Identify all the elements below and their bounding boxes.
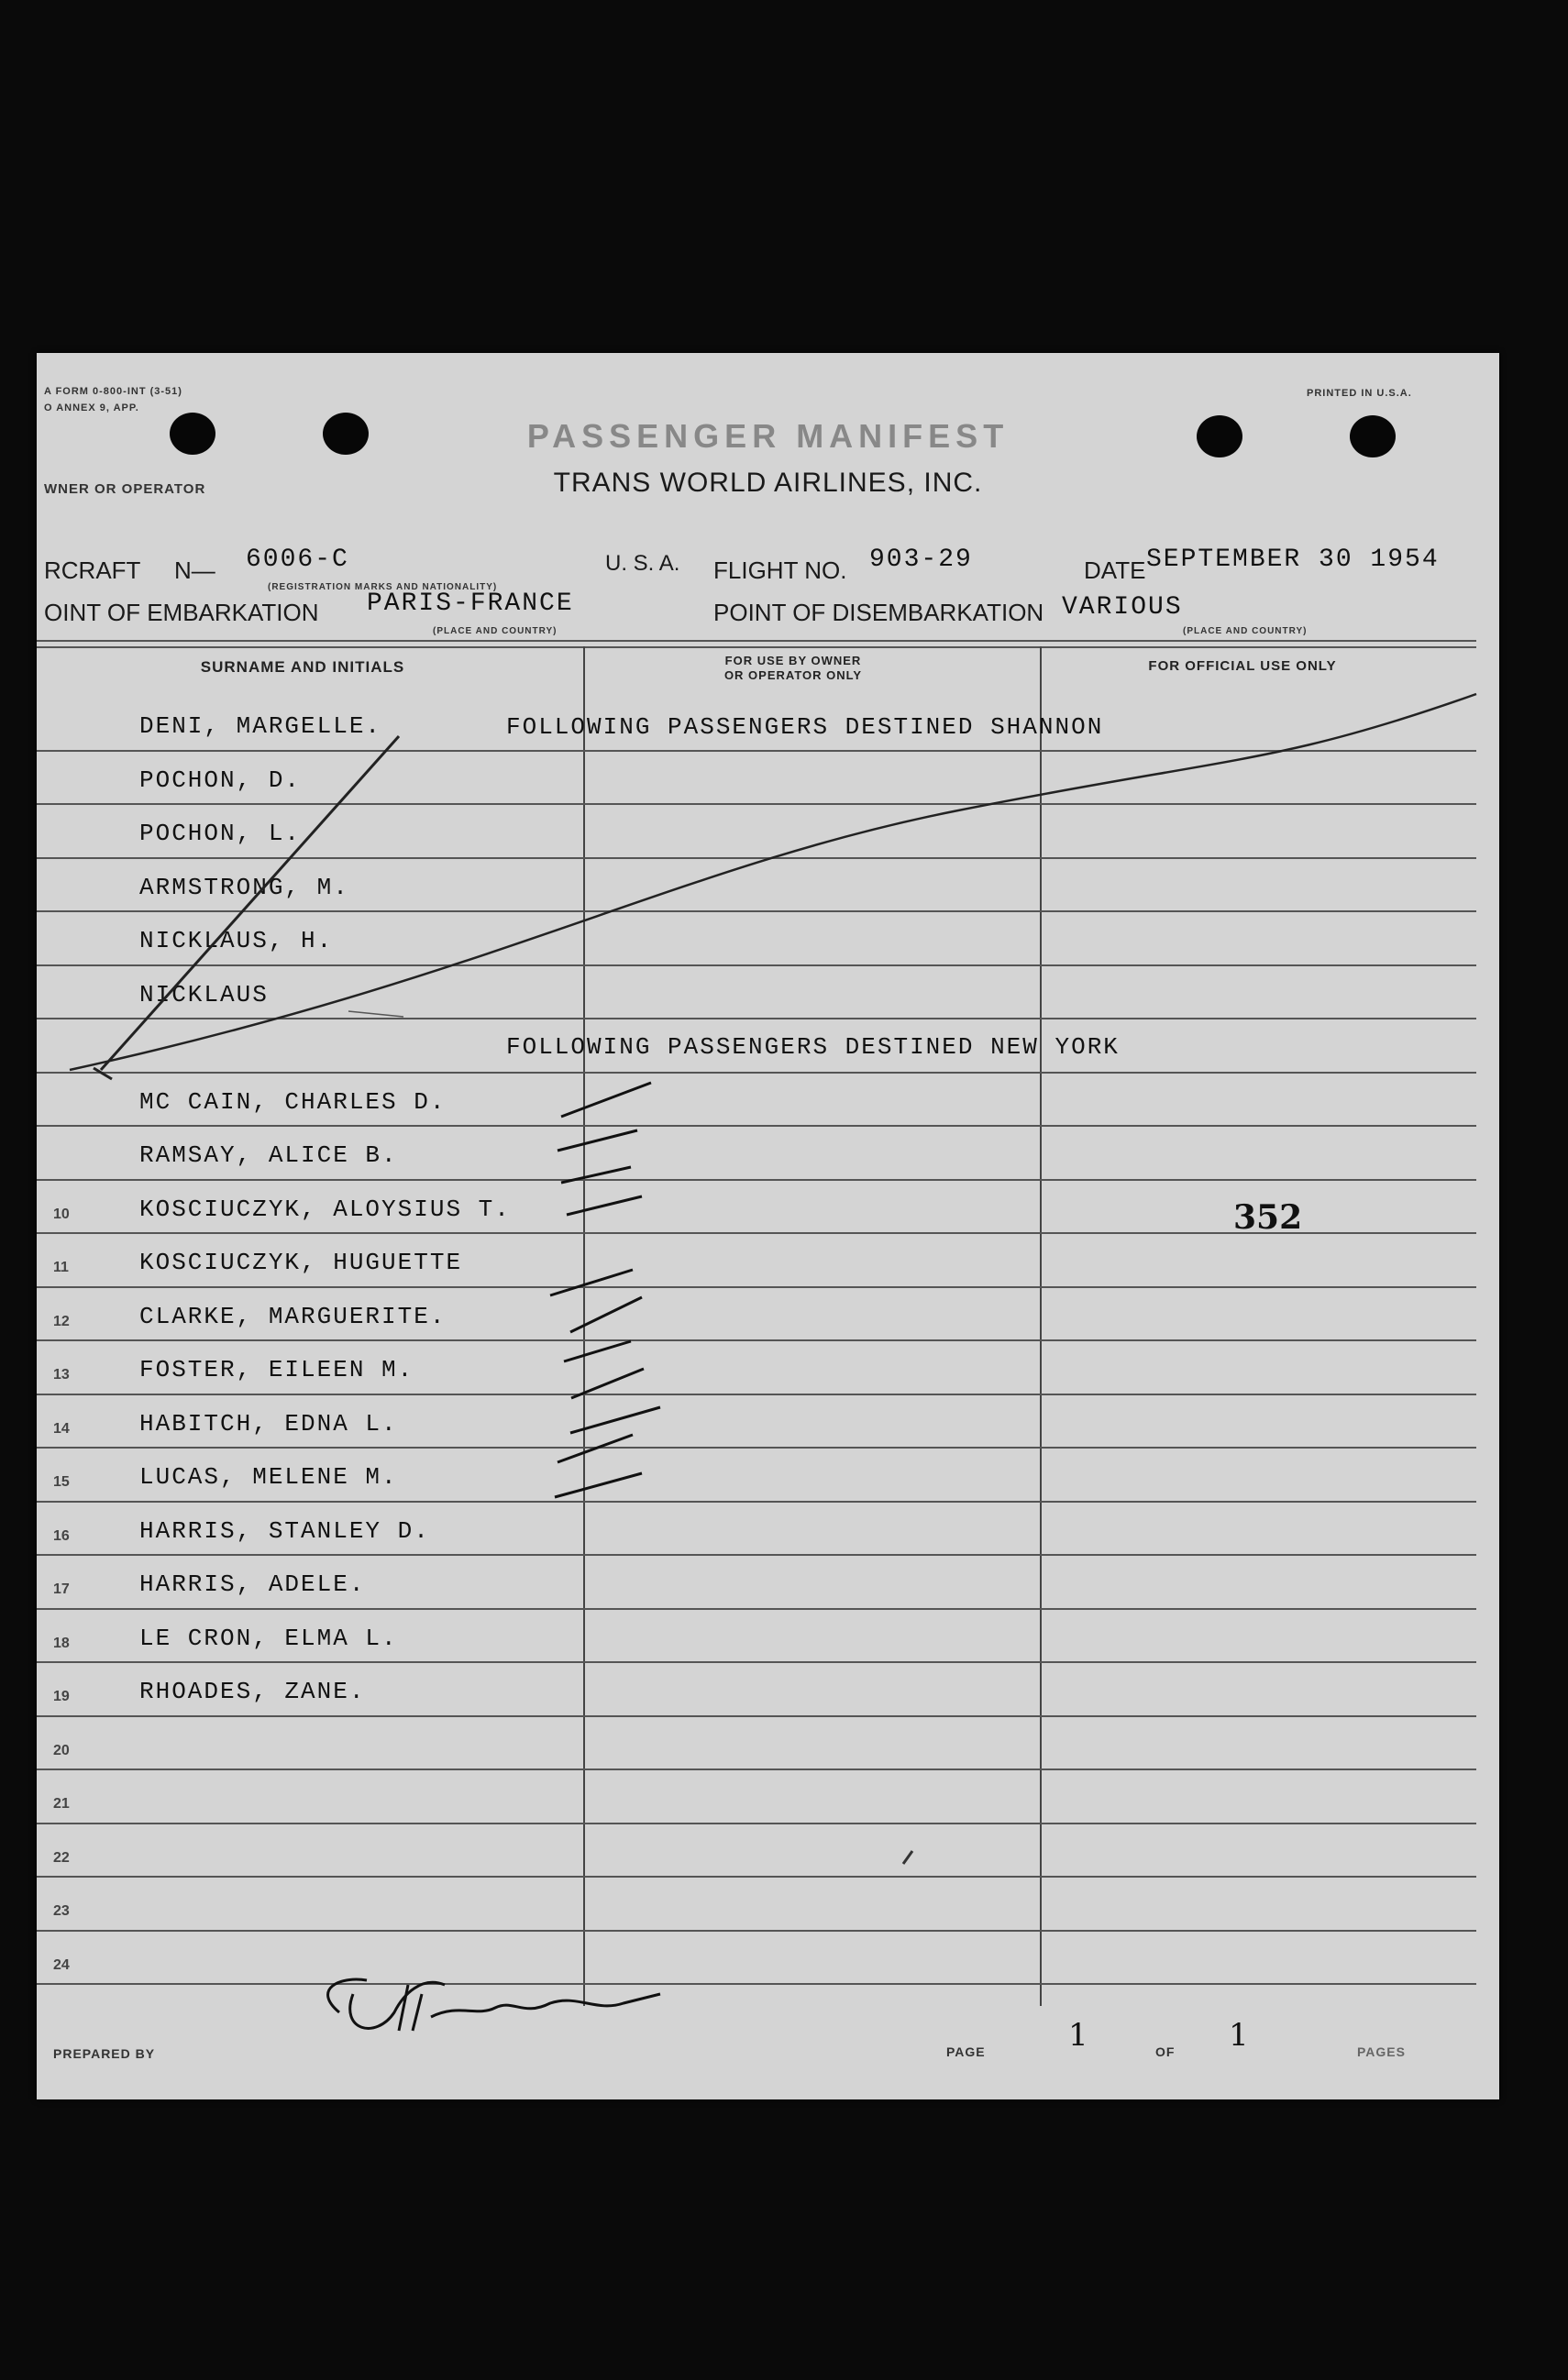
row-rule	[37, 750, 1476, 752]
row-rule	[37, 1983, 1476, 1985]
row-rule	[37, 803, 1476, 805]
row-number: 23	[53, 1903, 70, 1919]
pencil-dash	[348, 1011, 403, 1017]
check-marks	[550, 1083, 660, 1497]
aircraft-label: RCRAFT	[44, 556, 141, 584]
of-value: 1	[1229, 2017, 1251, 2054]
printed-in: PRINTED IN U.S.A.	[1307, 388, 1412, 399]
row-number: 13	[53, 1367, 70, 1383]
header-rule	[37, 640, 1476, 642]
aircraft-sub: (REGISTRATION MARKS AND NATIONALITY)	[268, 582, 498, 592]
row-number: 16	[53, 1527, 70, 1544]
flight-label: FLIGHT NO.	[713, 556, 847, 584]
owner-label: WNER OR OPERATOR	[44, 481, 206, 497]
prepared-label: PREPARED BY	[53, 2046, 156, 2061]
column-surname: SURNAME AND INITIALS	[200, 658, 405, 676]
row-number: 15	[53, 1474, 70, 1490]
passenger-name: DENI, MARGELLE.	[139, 712, 382, 740]
row-number: 11	[53, 1260, 69, 1275]
row-rule	[37, 1501, 1476, 1503]
column-owner-use-line2: OR OPERATOR ONLY	[723, 668, 863, 682]
row-number: 10	[53, 1206, 70, 1222]
pages-label: PAGES	[1357, 2044, 1406, 2059]
note-new-york: FOLLOWING PASSENGERS DESTINED NEW YORK	[506, 1033, 1120, 1061]
row-number: 22	[53, 1849, 70, 1866]
page-label: PAGE	[946, 2044, 986, 2059]
row-rule	[37, 1072, 1476, 1074]
passenger-name: POCHON, D.	[139, 766, 302, 794]
row-rule	[37, 1930, 1476, 1932]
row-rule	[37, 1876, 1476, 1878]
note-shannon: FOLLOWING PASSENGERS DESTINED SHANNON	[506, 713, 1104, 741]
row-rule	[37, 910, 1476, 912]
row-rule	[37, 1339, 1476, 1341]
row-rule	[37, 1554, 1476, 1556]
row-rule	[37, 1608, 1476, 1610]
row-rule	[37, 1394, 1476, 1395]
passenger-name: ARMSTRONG, M.	[139, 873, 349, 901]
row-rule	[37, 1768, 1476, 1770]
signature	[328, 1979, 660, 2031]
form-annex: O ANNEX 9, APP.	[44, 402, 139, 413]
row-number: 24	[53, 1956, 70, 1973]
passenger-name: KOSCIUCZYK, ALOYSIUS T.	[139, 1195, 511, 1223]
passenger-name: KOSCIUCZYK, HUGUETTE	[139, 1249, 463, 1276]
embark-value: PARIS-FRANCE	[367, 589, 574, 618]
column-owner-use-line1: FOR USE BY OWNER	[724, 654, 862, 667]
passenger-name: FOSTER, EILEEN M.	[139, 1356, 414, 1383]
passenger-name: LE CRON, ELMA L.	[139, 1624, 398, 1652]
passenger-name: NICKLAUS, H.	[139, 927, 334, 954]
row-rule	[37, 1179, 1476, 1181]
column-divider	[583, 646, 585, 2006]
manifest-sheet	[37, 353, 1499, 2099]
operator-name: TRANS WORLD AIRLINES, INC.	[553, 468, 983, 498]
official-number: 352	[1233, 1198, 1303, 1237]
disembark-sub: (PLACE AND COUNTRY)	[1183, 626, 1308, 636]
row-rule	[37, 964, 1476, 966]
disembark-label: POINT OF DISEMBARKATION	[713, 599, 1044, 626]
row-number: 12	[53, 1313, 70, 1329]
row-number: 20	[53, 1742, 70, 1758]
row-rule	[37, 1286, 1476, 1288]
date-label: DATE	[1084, 556, 1146, 584]
page-value: 1	[1068, 2017, 1090, 2054]
passenger-name: POCHON, L.	[139, 820, 302, 847]
form-number: A FORM 0-800-INT (3-51)	[44, 386, 182, 397]
cross-out-arrow	[94, 1068, 112, 1079]
row-rule	[37, 857, 1476, 859]
row-number: 19	[53, 1689, 70, 1704]
aircraft-value: 6006-C	[246, 545, 349, 574]
embark-label: OINT OF EMBARKATION	[44, 599, 319, 626]
passenger-name: MC CAIN, CHARLES D.	[139, 1087, 447, 1116]
embark-sub: (PLACE AND COUNTRY)	[433, 626, 558, 636]
page-title: PASSENGER MANIFEST	[526, 417, 1010, 455]
column-divider	[1040, 646, 1042, 2006]
passenger-name: RHOADES, ZANE.	[139, 1678, 366, 1705]
row-rule	[37, 1125, 1476, 1127]
header-rule	[37, 646, 1476, 648]
passenger-name: HARRIS, ADELE.	[139, 1570, 366, 1598]
passenger-name: LUCAS, MELENE M.	[139, 1463, 398, 1491]
row-rule	[37, 1661, 1476, 1663]
row-rule	[37, 1715, 1476, 1717]
row-rule	[37, 1018, 1476, 1019]
row-number: 14	[53, 1420, 70, 1437]
flight-value: 903-29	[869, 545, 973, 574]
row-number: 18	[53, 1635, 70, 1651]
column-official: FOR OFFICIAL USE ONLY	[1148, 658, 1337, 674]
row-rule	[37, 1823, 1476, 1824]
passenger-name: RAMSAY, ALICE B.	[139, 1141, 398, 1169]
date-value: SEPTEMBER 30 1954	[1146, 545, 1440, 574]
of-label: OF	[1155, 2044, 1176, 2059]
passenger-name: CLARKE, MARGUERITE.	[139, 1302, 447, 1330]
pencil-tick	[903, 1851, 912, 1864]
passenger-name: HARRIS, STANLEY D.	[139, 1516, 430, 1545]
disembark-value: VARIOUS	[1062, 593, 1183, 622]
usa-label: U. S. A.	[605, 551, 680, 576]
column-owner-use	[587, 654, 999, 683]
row-number: 21	[53, 1796, 70, 1812]
row-rule	[37, 1447, 1476, 1449]
aircraft-prefix: N—	[174, 556, 215, 584]
passenger-name: NICKLAUS	[139, 980, 269, 1008]
passenger-name: HABITCH, EDNA L.	[139, 1409, 398, 1438]
row-number: 17	[53, 1581, 70, 1597]
